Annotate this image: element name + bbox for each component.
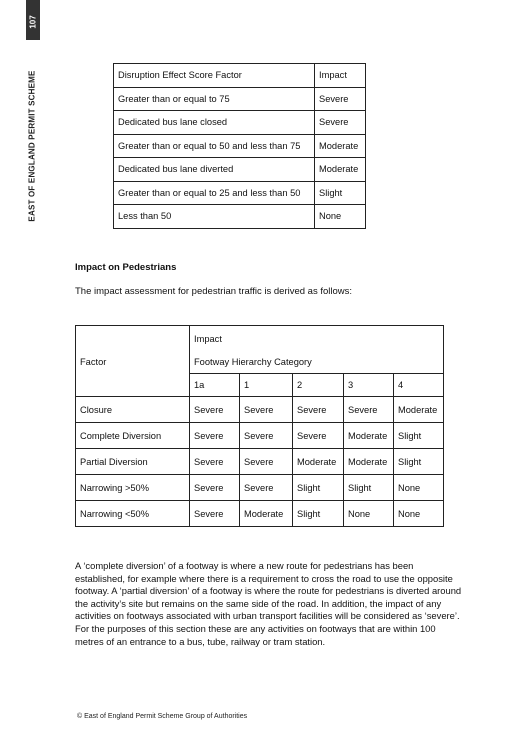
- impact-cell: Slight: [394, 423, 444, 449]
- impact-cell: None: [315, 205, 366, 229]
- impact-cell: Severe: [293, 397, 344, 423]
- factor-cell: Partial Diversion: [76, 449, 190, 475]
- factor-cell: Dedicated bus lane closed: [114, 111, 315, 135]
- category-header: 1a: [190, 374, 240, 397]
- impact-cell: Severe: [315, 87, 366, 111]
- impact-cell: Moderate: [315, 134, 366, 158]
- table-row: [114, 205, 366, 229]
- hierarchy-header: Footway Hierarchy Category: [190, 351, 444, 374]
- impact-cell: Severe: [240, 475, 293, 501]
- impact-cell: Severe: [315, 111, 366, 135]
- factor-header-bottom: [76, 374, 190, 397]
- category-header: 3: [344, 374, 394, 397]
- table-row: [114, 134, 366, 158]
- table-row: [114, 87, 366, 111]
- table-row: [76, 449, 444, 475]
- impact-cell: Moderate: [315, 158, 366, 182]
- impact-cell: Severe: [190, 449, 240, 475]
- section-intro: The impact assessment for pedestrian traffic is derived as follows:: [75, 286, 353, 297]
- impact-cell: Slight: [344, 475, 394, 501]
- factor-cell: Less than 50: [114, 205, 315, 229]
- pedestrian-impact-table: [75, 325, 444, 527]
- impact-cell: Severe: [344, 397, 394, 423]
- impact-header: Impact: [190, 326, 444, 352]
- impact-cell: Slight: [315, 181, 366, 205]
- impact-cell: Severe: [240, 449, 293, 475]
- impact-cell: Severe: [190, 501, 240, 527]
- factor-cell: Narrowing <50%: [76, 501, 190, 527]
- factor-cell: Dedicated bus lane diverted: [114, 158, 315, 182]
- impact-cell: Slight: [293, 475, 344, 501]
- section-heading: Impact on Pedestrians: [75, 262, 177, 273]
- table-row: [76, 397, 444, 423]
- category-header: 4: [394, 374, 444, 397]
- table-row: [114, 111, 366, 135]
- impact-cell: Severe: [293, 423, 344, 449]
- impact-cell: Severe: [190, 397, 240, 423]
- factor-cell: Closure: [76, 397, 190, 423]
- factor-header-top: [76, 326, 190, 352]
- factor-cell: Greater than or equal to 75: [114, 87, 315, 111]
- impact-cell: Moderate: [394, 397, 444, 423]
- factor-cell: Greater than or equal to 25 and less than 50: [114, 181, 315, 205]
- category-header: 2: [293, 374, 344, 397]
- impact-cell: Moderate: [344, 423, 394, 449]
- factor-cell: Complete Diversion: [76, 423, 190, 449]
- explanatory-paragraph: A ‘complete diversion’ of a footway is where a new route for pedestrians has been established, for example where there is a requirement to cross the road to use the opposite footway. A ‘partial diversion’ of a footway is where the route for pedestrians is diverted around the activity’s site but remains on the same side of the road. In addition, the impact of any activities on footways associated with urban transport facilities will be considered as ‘severe’. For the purposes of this section these are any activities on footways that are within 100 metres of an entrance to a bus, tube, railway or tram station.: [75, 560, 462, 647]
- factor-cell: Narrowing >50%: [76, 475, 190, 501]
- table-header-row: [76, 374, 444, 397]
- header-cell: Disruption Effect Score Factor: [114, 64, 315, 88]
- table-row: [76, 501, 444, 527]
- impact-cell: Moderate: [240, 501, 293, 527]
- impact-cell: Severe: [240, 397, 293, 423]
- impact-cell: Severe: [190, 423, 240, 449]
- impact-cell: Severe: [240, 423, 293, 449]
- disruption-effect-table: [113, 63, 366, 229]
- impact-cell: None: [344, 501, 394, 527]
- impact-cell: Moderate: [344, 449, 394, 475]
- table-row: [114, 181, 366, 205]
- side-title: EAST OF ENGLAND PERMIT SCHEME: [27, 70, 37, 222]
- page-number: 107: [28, 15, 38, 29]
- impact-cell: Slight: [293, 501, 344, 527]
- impact-cell: Moderate: [293, 449, 344, 475]
- impact-cell: None: [394, 501, 444, 527]
- impact-cell: None: [394, 475, 444, 501]
- table-row: [114, 158, 366, 182]
- table-header-row: [76, 351, 444, 374]
- impact-cell: Slight: [394, 449, 444, 475]
- category-header: 1: [240, 374, 293, 397]
- page-number-tab: [26, 0, 40, 40]
- factor-header: Factor: [76, 351, 190, 374]
- impact-cell: Severe: [190, 475, 240, 501]
- table-header-row: [76, 326, 444, 352]
- factor-cell: Greater than or equal to 50 and less than 75: [114, 134, 315, 158]
- header-cell: Impact: [315, 64, 366, 88]
- footer-copyright: © East of England Permit Scheme Group of Authorities: [77, 713, 248, 720]
- table-row: [76, 423, 444, 449]
- table-header-row: [114, 64, 366, 88]
- table-row: [76, 475, 444, 501]
